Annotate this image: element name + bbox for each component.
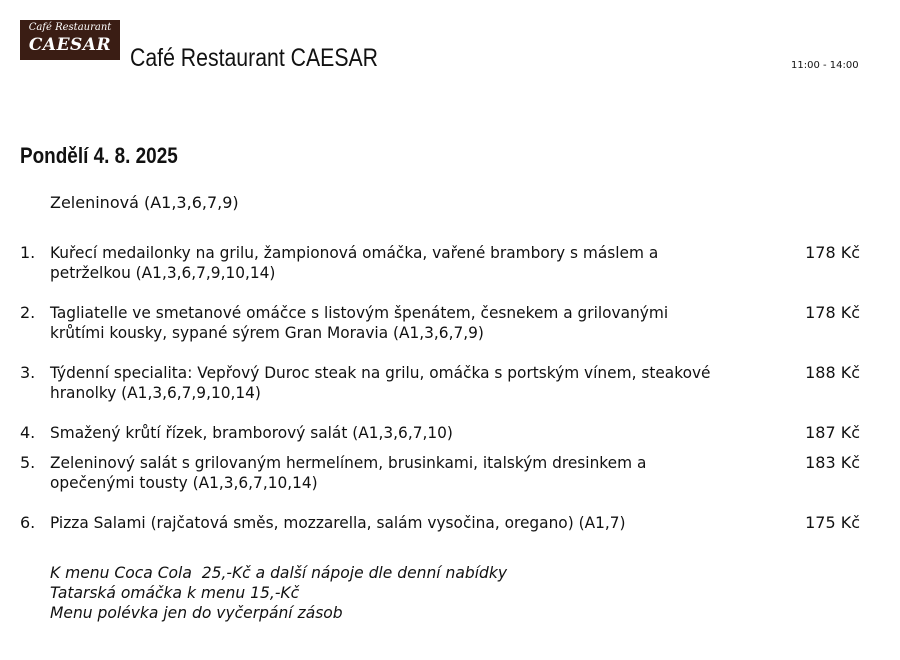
restaurant-title: Café Restaurant CAESAR: [130, 44, 379, 72]
menu-item-line: Zeleninový salát s grilovaným hermelínem, brusinkami, italským dresinkem a: [50, 453, 647, 472]
menu-item-price: 175 Kč: [805, 513, 860, 532]
menu-item-description: [50, 513, 741, 533]
menu-note: Tatarská omáčka k menu 15,-Kč: [50, 583, 300, 602]
menu-item-line: Smažený krůtí řízek, bramborový salát (A1,3,6,7,10): [50, 423, 453, 442]
menu-item-line: Kuřecí medailonky na grilu, žampionová omáčka, vařené brambory s máslem a: [50, 243, 659, 262]
menu-item-line: hranolky (A1,3,6,7,9,10,14): [50, 383, 261, 402]
menu-item-number: 3.: [20, 363, 36, 382]
menu-item-number: 2.: [20, 303, 36, 322]
menu-item-number: 5.: [20, 453, 36, 472]
menu-note: Menu polévka jen do vyčerpání zásob: [50, 603, 343, 622]
menu-item-line: Tagliatelle ve smetanové omáčce s listovým špenátem, česnekem a grilovanými: [50, 303, 669, 322]
soup-of-the-day: Zeleninová (A1,3,6,7,9): [50, 193, 239, 212]
menu-item-line: Týdenní specialita: Vepřový Duroc steak na grilu, omáčka s portským vínem, steakové: [50, 363, 711, 382]
menu-item-line: opečenými tousty (A1,3,6,7,10,14): [50, 473, 318, 492]
menu-item-number: 6.: [20, 513, 36, 532]
menu-item-price: 183 Kč: [805, 453, 860, 472]
menu-item-description: [50, 243, 741, 283]
menu-note: K menu Coca Cola 25,-Kč a další nápoje dle denní nabídky: [50, 563, 508, 582]
menu-notes: [50, 563, 521, 623]
menu-item-price: 187 Kč: [805, 423, 860, 442]
opening-hours: 11:00 - 14:00: [791, 60, 859, 71]
menu-item-description: [50, 303, 741, 343]
menu-item-description: [50, 423, 741, 443]
menu-date: Pondělí 4. 8. 2025: [20, 143, 178, 168]
menu-item-line: krůtími kousky, sypané sýrem Gran Moravia (A1,3,6,7,9): [50, 323, 484, 342]
menu-item-line: Pizza Salami (rajčatová směs, mozzarella, salám vysočina, oregano) (A1,7): [50, 513, 626, 532]
menu-item-number: 1.: [20, 243, 36, 262]
menu-item-line: petrželkou (A1,3,6,7,9,10,14): [50, 263, 276, 282]
logo-wordmark: CAESAR: [28, 35, 112, 55]
menu-item-description: [50, 453, 741, 493]
menu-item-price: 188 Kč: [805, 363, 860, 382]
menu-item-price: 178 Kč: [805, 303, 860, 322]
logo-subtitle: Café Restaurant: [28, 22, 112, 33]
restaurant-logo: [20, 20, 120, 60]
menu-item-price: 178 Kč: [805, 243, 860, 262]
menu-item-description: [50, 363, 741, 403]
menu-item-number: 4.: [20, 423, 36, 442]
